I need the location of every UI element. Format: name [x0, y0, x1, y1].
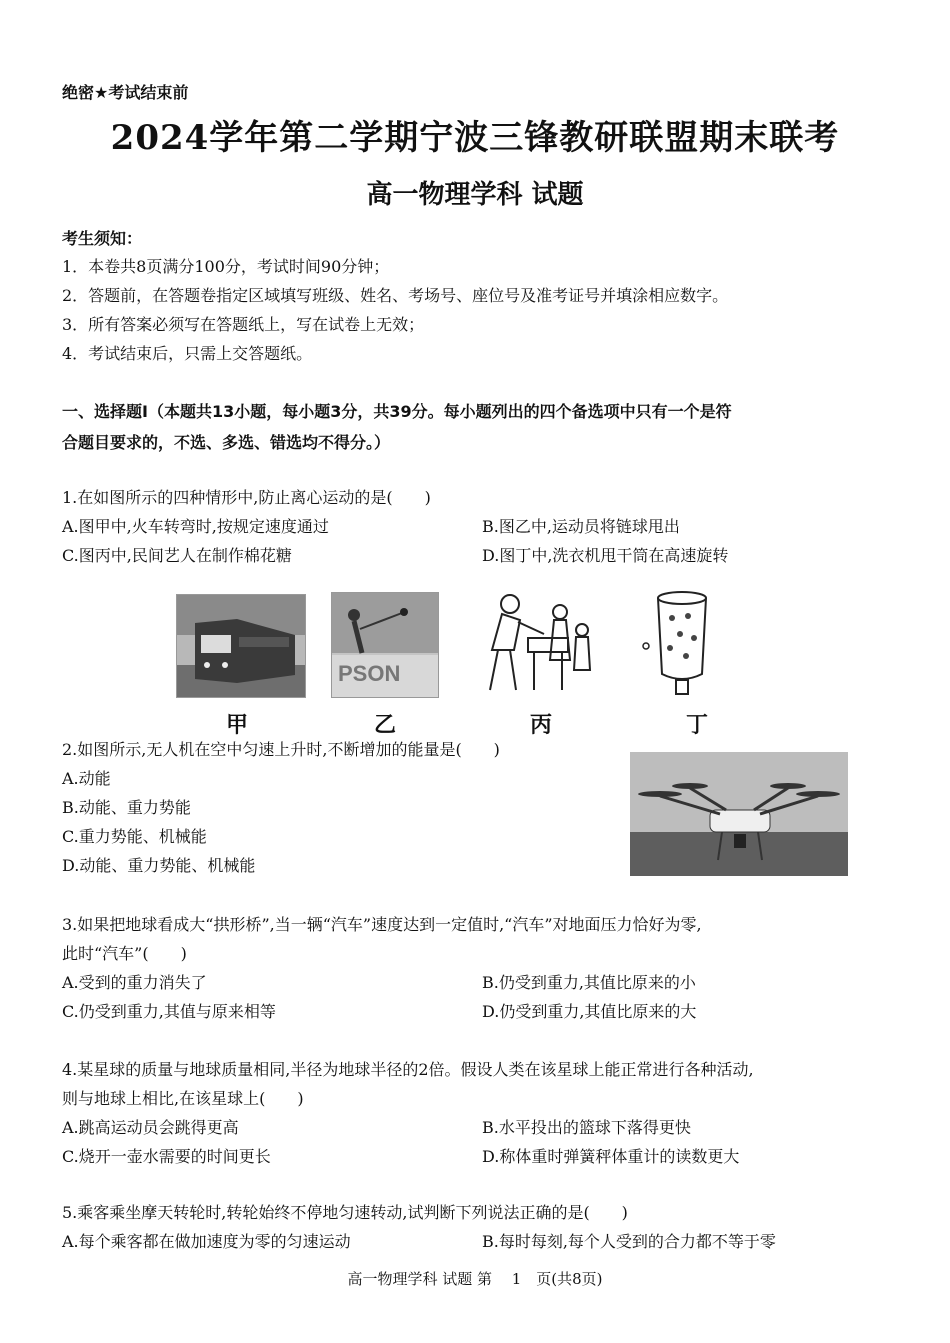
q3-option-c: C.仍受到重力,其值与原来相等: [62, 1002, 276, 1021]
q5-option-a: A.每个乘客都在做加速度为零的匀速运动: [62, 1232, 351, 1251]
q3-option-a: A.受到的重力消失了: [62, 973, 207, 992]
notice-item: 3．所有答案必须写在答题纸上，写在试卷上无效；: [62, 315, 425, 334]
drone-image: [630, 752, 848, 876]
q4-option-a: A.跳高运动员会跳得更高: [62, 1118, 239, 1137]
notice-item: 1．本卷共8页满分100分，考试时间90分钟；: [62, 257, 390, 276]
q1-option-b: B.图乙中,运动员将链球甩出: [482, 517, 680, 536]
section-heading-cont: 合题目要求的，不选、多选、错选均不得分。）: [62, 433, 391, 452]
exam-title: 2024学年第二学期宁波三锋教研联盟期末联考: [110, 118, 840, 158]
q3-stem: 3.如果把地球看成大“拱形桥”,当一辆“汽车”速度达到一定值时,“汽车”对地面压力恰好为零,: [62, 915, 702, 934]
caption-bing: 丙: [530, 713, 553, 738]
washing-machine-drum-image: [636, 588, 722, 696]
q1-stem: 1.在如图所示的四种情形中,防止离心运动的是( ): [62, 488, 431, 507]
q2-option-c: C.重力势能、机械能: [62, 827, 207, 846]
q4-option-b: B.水平投出的篮球下落得更快: [482, 1118, 691, 1137]
caption-yi: 乙: [374, 713, 397, 738]
confidential-mark: 绝密★考试结束前: [62, 83, 189, 102]
q3-stem-cont: 此时“汽车”( ): [62, 944, 187, 963]
hammer-throw-image: [331, 592, 439, 698]
q2-option-a: A.动能: [62, 769, 111, 788]
q5-option-b: B.每时每刻,每个人受到的合力都不等于零: [482, 1232, 776, 1251]
q4-option-d: D.称体重时弹簧秤体重计的读数更大: [482, 1147, 740, 1166]
caption-ding: 丁: [686, 713, 709, 738]
caption-jia: 甲: [226, 713, 249, 738]
cotton-candy-image: [474, 590, 602, 694]
notice-item: 2．答题前，在答题卷指定区域填写班级、姓名、考场号、座位号及准考证号并填涂相应数字。: [62, 286, 729, 305]
q4-stem: 4.某星球的质量与地球质量相同,半径为地球半径的2倍。假设人类在该星球上能正常进行各种活动,: [62, 1060, 754, 1079]
q1-option-d: D.图丁中,洗衣机甩干筒在高速旋转: [482, 546, 729, 565]
notice-item: 4．考试结束后，只需上交答题纸。: [62, 344, 313, 363]
q1-option-c: C.图丙中,民间艺人在制作棉花糖: [62, 546, 292, 565]
svg-text:PSON: PSON: [338, 661, 401, 686]
train-image: [176, 594, 306, 698]
q2-option-b: B.动能、重力势能: [62, 798, 191, 817]
q2-option-d: D.动能、重力势能、机械能: [62, 856, 256, 875]
q5-stem: 5.乘客乘坐摩天转轮时,转轮始终不停地匀速转动,试判断下列说法正确的是( ): [62, 1203, 628, 1222]
q2-stem: 2.如图所示,无人机在空中匀速上升时,不断增加的能量是( ): [62, 740, 500, 759]
notice-heading: 考生须知：: [62, 229, 143, 248]
q4-option-c: C.烧开一壶水需要的时间更长: [62, 1147, 271, 1166]
section-heading: 一、选择题Ⅰ（本题共13小题，每小题3分，共39分。每小题列出的四个备选项中只有一个是符: [62, 402, 732, 421]
q4-stem-cont: 则与地球上相比,在该星球上( ): [62, 1089, 304, 1108]
q3-option-b: B.仍受到重力,其值比原来的小: [482, 973, 696, 992]
q1-option-a: A.图甲中,火车转弯时,按规定速度通过: [62, 517, 329, 536]
page-footer: 高一物理学科 试题 第 1 页(共8页): [347, 1270, 603, 1288]
q3-option-d: D.仍受到重力,其值比原来的大: [482, 1002, 697, 1021]
exam-subtitle: 高一物理学科 试题: [366, 180, 584, 210]
